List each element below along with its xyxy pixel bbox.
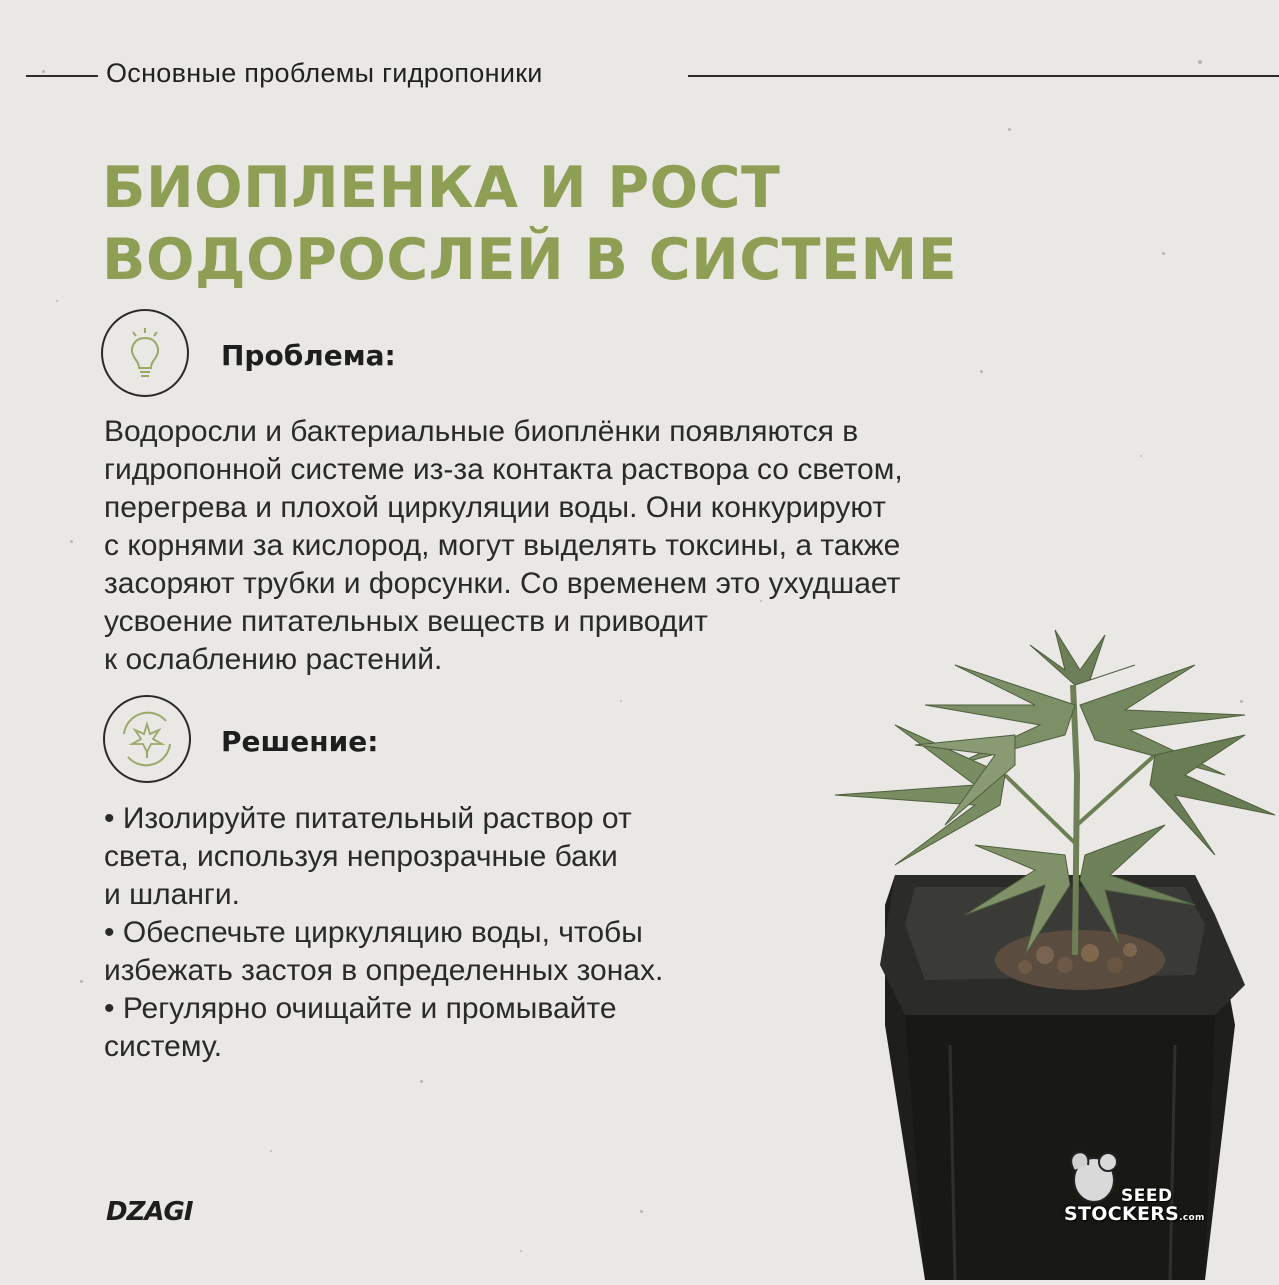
- problem-line-1: Водоросли и бактериальные биоплёнки появляются в: [104, 415, 859, 448]
- seedstockers-line-1: SEED: [1121, 1186, 1173, 1206]
- problem-line-6: усвоение питательных веществ и приводит: [104, 605, 708, 638]
- header-rule-left: [26, 75, 98, 77]
- solution-line-6: • Регулярно очищайте и промывайте: [104, 992, 617, 1025]
- solution-heading: Решение:: [221, 725, 379, 758]
- solution-line-2: света, используя непрозрачные баки: [104, 840, 618, 873]
- dzagi-logo: [104, 1190, 222, 1228]
- leaf-cycle-icon: [102, 694, 192, 784]
- page-title: [102, 152, 1002, 296]
- solution-list: [104, 800, 824, 1066]
- svg-text:DZAGI: DZAGI: [106, 1197, 193, 1227]
- problem-line-5: засоряют трубки и форсунки. Со временем это ухудшает: [104, 567, 901, 600]
- seedstockers-line-2: STOCKERS.com: [1064, 1203, 1205, 1225]
- problem-line-7: к ослаблению растений.: [104, 643, 443, 676]
- lightbulb-icon: [100, 308, 190, 398]
- header-rule-right: [688, 75, 1279, 77]
- header-kicker: Основные проблемы гидропоники: [106, 58, 543, 88]
- problem-line-3: перегрева и плохой циркуляции воды. Они конкурируют: [104, 491, 886, 524]
- problem-heading: Проблема:: [221, 339, 396, 372]
- title-line-1: БИОПЛЕНКА И РОСТ: [102, 155, 781, 221]
- solution-line-3: и шланги.: [104, 878, 240, 911]
- solution-line-1: • Изолируйте питательный раствор от: [104, 802, 632, 835]
- problem-line-4: с корнями за кислород, могут выделять токсины, а также: [104, 529, 901, 562]
- title-line-2: ВОДОРОСЛЕЙ В СИСТЕМЕ: [102, 227, 958, 293]
- problem-line-2: гидропонной системе из-за контакта раствора со светом,: [104, 453, 903, 486]
- solution-line-5: избежать застоя в определенных зонах.: [104, 954, 664, 987]
- solution-line-4: • Обеспечьте циркуляцию воды, чтобы: [104, 916, 643, 949]
- solution-line-7: систему.: [104, 1030, 223, 1063]
